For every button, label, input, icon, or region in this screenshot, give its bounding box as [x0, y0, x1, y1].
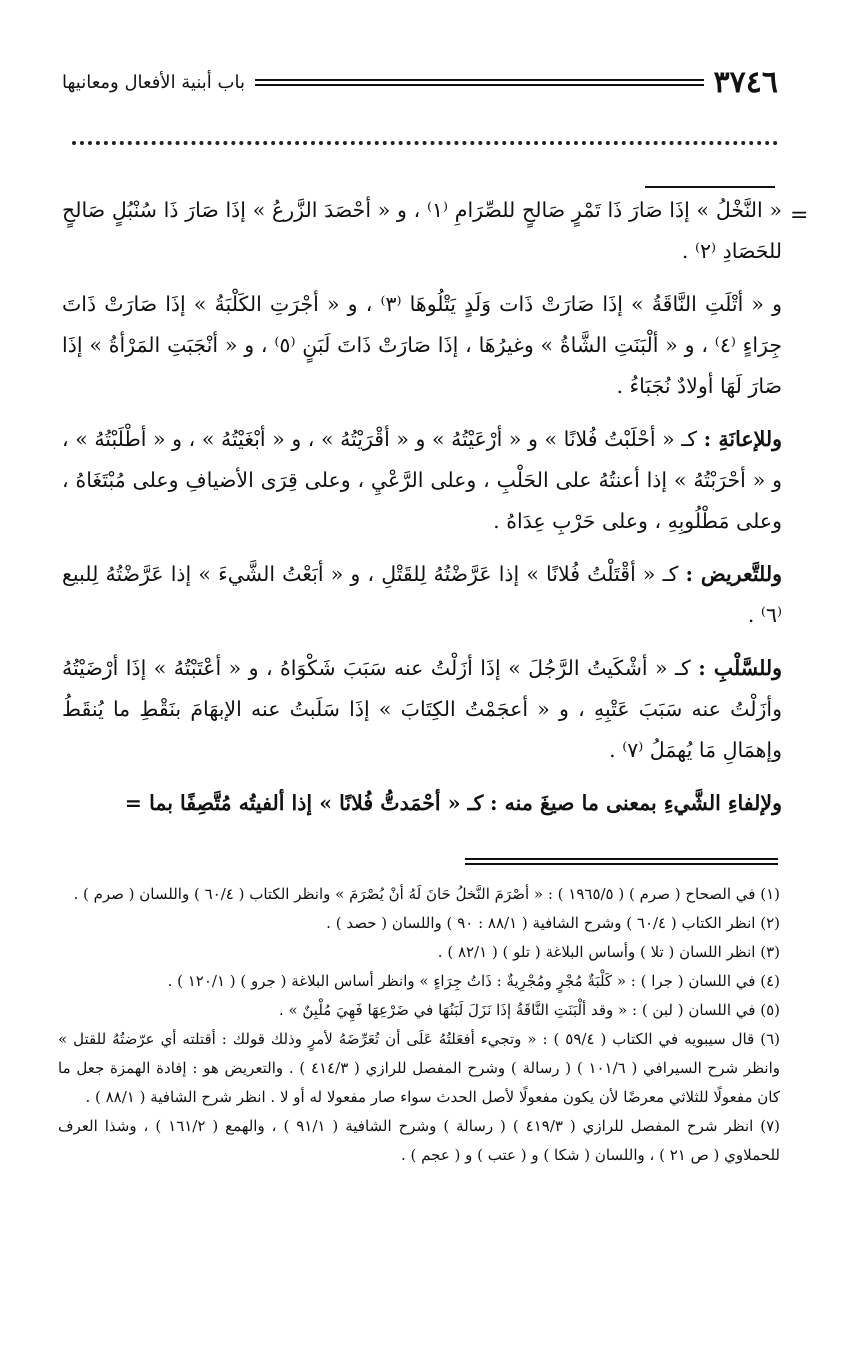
- continuation-mark: =: [790, 203, 809, 228]
- main-text: [62, 190, 782, 836]
- footnote: (٧) انظر شرح المفصل للرازي ( ٤١٩/٣ ) ( رسالة ) وشرح الشافية ( ٩١/١ ) ، والهمع ( ١٦١/٢ ) ، وشذا العرف للحملاوي ( ص ٢١ ) ، واللسان ( شكا ) و ( عتب ) و ( عجم ) .: [58, 1117, 781, 1164]
- page-header: [62, 62, 778, 102]
- paragraph: [62, 419, 782, 542]
- paragraph-text: كـ « أحْمَدتُّ فُلانًا » إذا ألفيتُه مُتَّصِفًا بما =: [124, 791, 484, 815]
- header-rule: [255, 79, 704, 86]
- footnote: (٣) انظر اللسان ( تلا ) وأساس البلاغة ( تلو ) ( ٨٢/١ ) .: [437, 943, 780, 961]
- paragraph-heading: ولإلفاءِ الشَّيءِ بمعنى ما صيغَ منه :: [489, 791, 782, 815]
- paragraph: [62, 648, 782, 771]
- paragraph-heading: وللإعانَةِ :: [703, 427, 782, 451]
- paragraph-heading: وللتَّعريض :: [685, 562, 782, 586]
- dotted-separator: [72, 141, 778, 145]
- paragraph-text: كـ « أقْتَلْتُ فُلانًا » إذا عَرَّضْتُهُ لِلقَتْلِ ، و « أبَعْتُ الشَّيءَ » إذا عَرَّضْتُهُ لِلبيع ⁽٦⁾ .: [62, 562, 782, 627]
- running-title: باب أبنية الأفعال ومعانيها: [62, 71, 245, 93]
- footnote: (٤) في اللسان ( جرا ) : « كَلْبَةٌ مُجْرٍ ومُجْرِيةٌ : ذَاتُ جِرَاءٍ » وانظر أساس البلاغة ( جرو ) ( ١٢٠/١ ) .: [167, 972, 780, 990]
- page-number: ٣٧٤٦: [713, 64, 778, 100]
- paragraph-text: النَّخْلُ » إذَا صَارَ ذَا تَمْرٍ صَالحٍ للصِّرَامِ ⁽١⁾ ، و « أحْصَدَ الزَّرعُ » إذَا صَارَ ذَا سُنْبُلٍ صَالحٍ للحَصَادِ ⁽٢⁾ .: [62, 198, 782, 263]
- paragraph-text: كـ « أشْكَيتُ الرَّجُلَ » إذَا أزَلْتُ عنه سَبَبَ شَكْوَاهُ ، و « أعْتَبْتُهُ » إذَا أرْضَيْتُهُ وأزَلْتُ عنه سَبَبَ عَتْبِهِ ، و « أعجَمْتُ الكِتَابَ » إذَا سَلَبتُ عنه الإبهَامَ بنَقْطِ ما يُنقَطُ وإهمَالِ مَا يُهمَلُ ⁽٧⁾ .: [62, 656, 782, 762]
- paragraph: [62, 284, 782, 407]
- footnote: (٢) انظر الكتاب ( ٦٠/٤ ) وشرح الشافية ( ٨٨/١ : ٩٠ ) واللسان ( حصد ) .: [326, 914, 780, 932]
- paragraph: [62, 783, 782, 824]
- paragraph: [62, 554, 782, 636]
- footnote-separator: [465, 858, 778, 865]
- footnote: (٦) قال سيبويه في الكتاب ( ٥٩/٤ ) : « وتجيء أفعَلتُهُ عَلَى أن تُعَرِّضَهُ لأمرٍ وذلك قولك : أقتلته أي عرّضتُهُ للقتل » وانظر شرح السيرافي ( ١٠١/٦ ) ( رسالة ) وشرح المفصل للرازي ( ٤١٤/٣ ) . والتعريض هو : إفادة الهمزة جعل ما كان مفعولًا للثلاثي معرضًا لأن يكون مفعولًا لأصل الحدث سواء صار مفعولا له أو لا . انظر شرح الشافية ( ٨٨/١ ) .: [58, 1030, 781, 1106]
- paragraph: « النَّخْلُ » إذَا صَارَ ذَا تَمْرٍ صَالحٍ للصِّرَامِ ⁽١⁾ ، و « أحْصَدَ الزَّرعُ » إذَا صَارَ ذَا سُنْبُلٍ صَالحٍ للحَصَادِ ⁽٢⁾ .: [62, 198, 782, 263]
- footnotes: [58, 880, 780, 1170]
- paragraph-text: كـ « أحْلَبْتُ فُلانًا » و « أرْعَيْتُهُ » و « أقْرَيْتُهُ » ، و « أبْغَيْتُهُ » ، و « أطْلَبْتُهُ » ، و « أحْرَبْتُهُ » إذا أعنتُهُ على الحَلْبِ ، وعلى الرَّعْيِ ، وعلى قِرَى الأضيافِ وعلى مُبْتَغَاهُ ، وعلى مَطْلُوبِهِ ، وعلى حَرْبِ عِدَاهُ .: [62, 427, 782, 533]
- footnote: (١) في الصحاح ( صرم ) ( ١٩٦٥/٥ ) : « أصْرَمَ النَّخلُ حَانَ لَهُ أنْ يُصْرَمَ » وانظر الكتاب ( ٦٠/٤ ) واللسان ( صرم ) .: [73, 885, 780, 903]
- top-short-rule: [645, 186, 775, 188]
- footnote: (٥) في اللسان ( لبن ) : « وقد ألْبَنَتِ النَّاقَةُ إذَا نَزَلَ لَبَنُهَا في ضَرْعِهَا فَهِيَ مُلْبِنٌ » .: [278, 1001, 780, 1019]
- paragraph-text: و « أتْلَتِ النَّاقَةُ » إذَا صَارَتْ ذَات وَلَدٍ يَتْلُوهَا ⁽٣⁾ ، و « أجْرَتِ الكَلْبَةُ » إذَا صَارَتْ ذَاتَ جِرَاءٍ ⁽٤⁾ ، و « ألْبَنَتِ الشَّاةُ » وغيرُهَا ، إذَا صَارَتْ ذَاتَ لَبَنٍ ⁽٥⁾ ، و « أنْجَبَتِ المَرْأةُ » إذَا صَارَ لَهَا أولادٌ نُجَبَاءُ .: [62, 292, 783, 398]
- paragraph-heading: وللسَّلْبِ :: [698, 656, 783, 680]
